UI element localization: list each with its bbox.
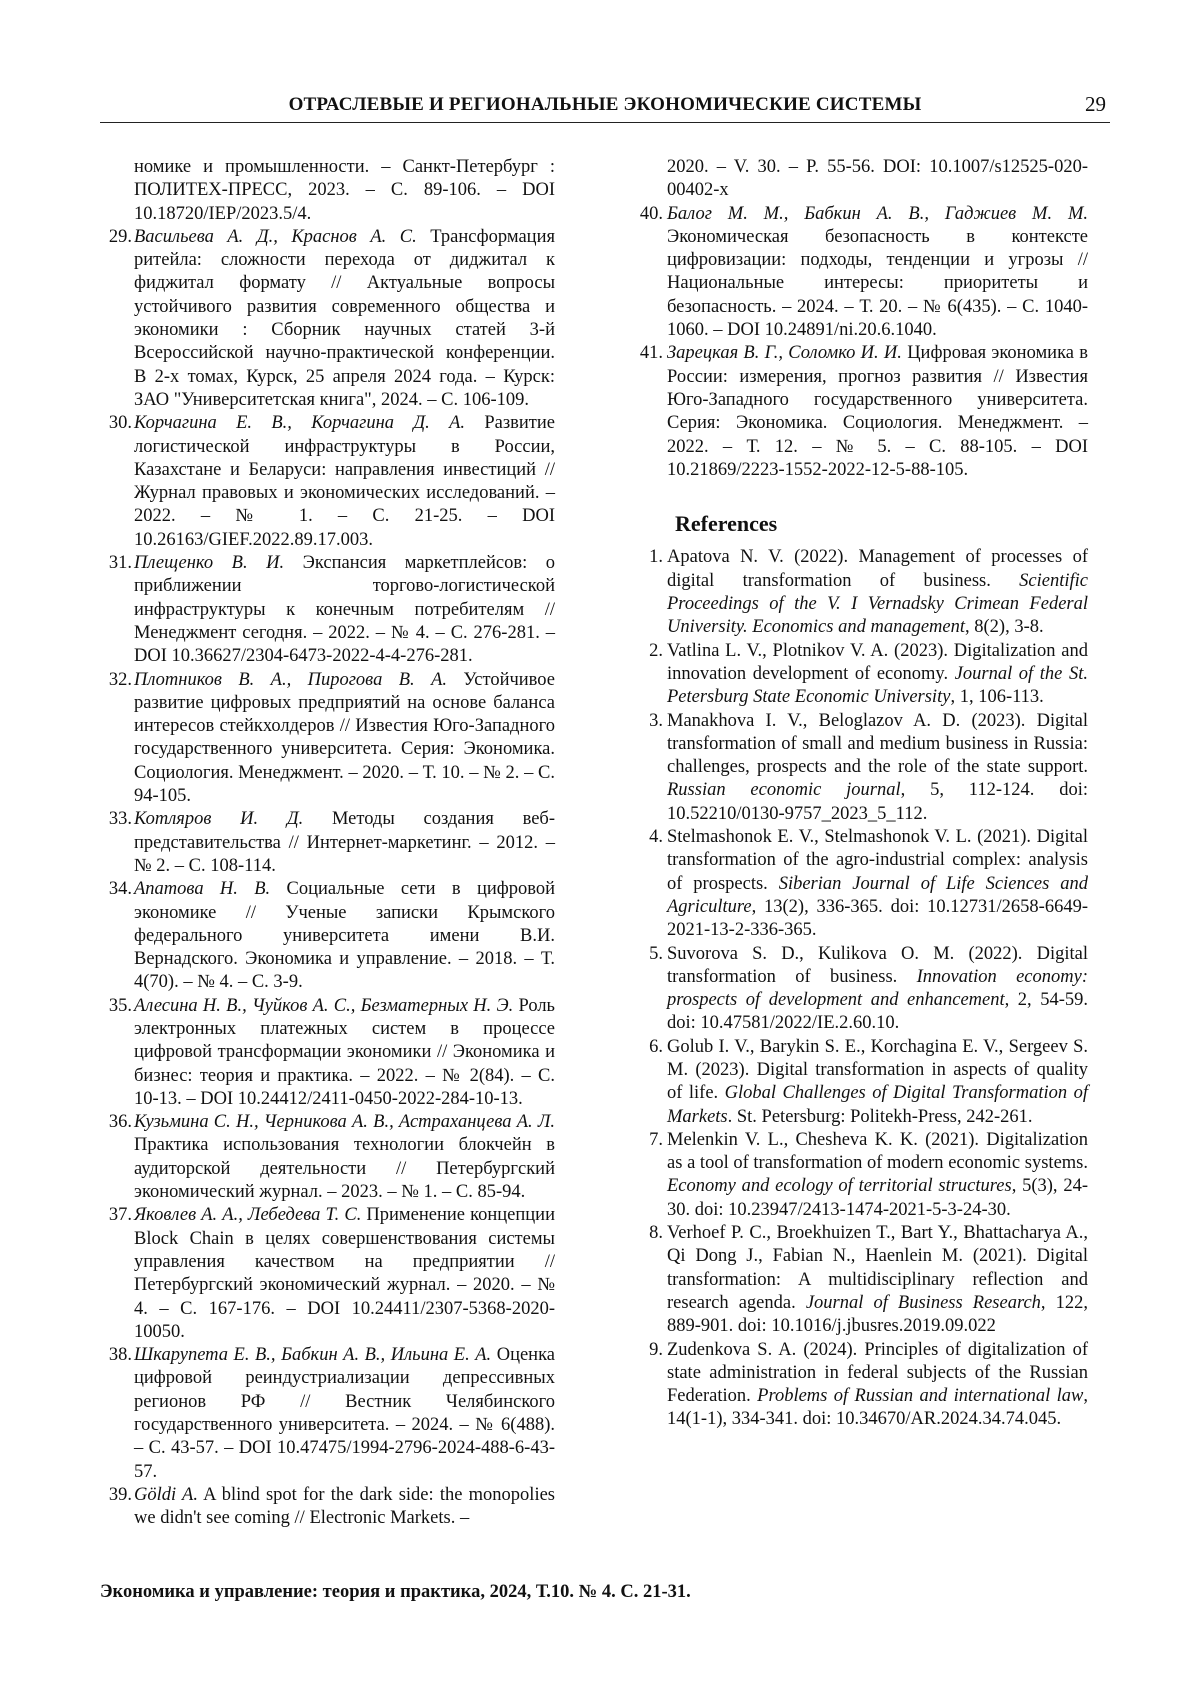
entry-number: 37. xyxy=(108,1205,132,1226)
entry-text: Социальные сети в цифровой экономике // Ученые записки Крымского федерального университета имени В.И. Вернадского. Экономика и управление. – 2018. – Т. 4(70). – № 4. – С. 3-9. xyxy=(134,879,555,993)
reference-entry xyxy=(633,710,1088,826)
entry-after: , 13(2), 336-365. doi: 10.12731/2658-6649-2021-13-2-336-365. xyxy=(667,896,1088,941)
entry-authors: Котляров И. Д. xyxy=(134,809,304,830)
entry-text: Цифровая экономика в России: измерения, прогноз развития // Известия Юго-Западного государственного университета. Серия: Экономика. Социология. Менеджмент. – 2022. – Т. 12. – № 5. – С. 88-105. – DOI 10.21869/2223-1552-2022-12-5-88-105. xyxy=(667,343,1088,480)
right-column xyxy=(633,156,1088,1432)
bibliography-entry xyxy=(633,203,1088,343)
entry-source: Journal of the St. Petersburg State Economic University xyxy=(667,663,1088,708)
entry-before: Golub I. V., Barykin S. E., Korchagina E. V., Sergeev S. M. (2023). Digital transformation in aspects of quality of life. xyxy=(667,1036,1088,1104)
reference-entry xyxy=(633,1036,1088,1129)
entry-after: , 8(2), 3-8. xyxy=(965,617,1044,638)
entry-source: Journal of Business Research xyxy=(805,1292,1041,1313)
entry-number: 34. xyxy=(108,879,132,900)
bibliography-entry xyxy=(100,226,555,412)
entry-before: Vatlina L. V., Plotnikov V. A. (2023). Digitalization and innovation development of economy. xyxy=(667,640,1088,684)
reference-entry xyxy=(633,640,1088,710)
entry-number: 36. xyxy=(108,1112,132,1133)
entry-authors: Яковлев А. А., Лебедева Т. С. xyxy=(134,1205,362,1226)
references-list xyxy=(633,546,1088,1431)
bibliography-entry xyxy=(100,1204,555,1344)
entry-text: Практика использования технологии блокчейн в аудиторской деятельности // Петербургский экономический журнал. – 2023. – № 1. – С. 85-94. xyxy=(134,1135,555,1203)
entry-number: 39. xyxy=(108,1484,132,1505)
entry-number: 31. xyxy=(108,553,132,574)
left-column xyxy=(100,156,555,1531)
left-entries xyxy=(100,226,555,1531)
entry-number: 33. xyxy=(108,809,132,830)
bibliography-entry xyxy=(100,878,555,994)
entry-authors: Плещенко В. И. xyxy=(134,553,285,574)
bibliography-entry xyxy=(100,808,555,878)
reference-entry xyxy=(633,1339,1088,1432)
entry-before: Apatova N. V. (2022). Management of processes of digital transformation of business. xyxy=(667,547,1088,591)
entry-text: Методы создания веб-представительства // Интернет-маркетинг. – 2012. – № 2. – С. 108-114. xyxy=(134,809,555,876)
entry-number: 4. xyxy=(649,827,663,848)
entry-number: 41. xyxy=(639,343,663,364)
bibliography-entry xyxy=(100,995,555,1111)
entry-after: , 14(1-1), 334-341. doi: 10.34670/AR.2024.34.74.045. xyxy=(667,1386,1088,1430)
entry-source: Scientific Proceedings of the V. I Vernadsky Crimean Federal University. Economics and management xyxy=(667,570,1088,638)
entry-source: Siberian Journal of Life Sciences and Agriculture xyxy=(667,873,1088,917)
running-header xyxy=(100,92,1110,123)
page-number: 29 xyxy=(1085,92,1106,116)
entry-authors: Апатова Н. В. xyxy=(134,879,271,900)
entry-before: Stelmashonok E. V., Stelmashonok V. L. (2021). Digital transformation of the agro-industrial complex: analysis of prospects. xyxy=(667,827,1088,894)
journal-section-title: ОТРАСЛЕВЫЕ И РЕГИОНАЛЬНЫЕ ЭКОНОМИЧЕСКИЕ СИСТЕМЫ xyxy=(288,94,922,115)
reference-entry xyxy=(633,1129,1088,1222)
bibliography-entry xyxy=(100,412,555,552)
entry-number: 29. xyxy=(108,226,132,247)
entry-number: 8. xyxy=(649,1223,663,1244)
entry-number: 35. xyxy=(108,995,132,1016)
entry-authors: Алесина Н. В., Чуйков А. С., Безматерных Н. Э. xyxy=(134,995,514,1016)
entry-authors: Кузьмина С. Н., Черникова А. В., Астраханцева А. Л. xyxy=(134,1112,555,1133)
entry-after: , 1, 106-113. xyxy=(950,687,1044,708)
right-entries xyxy=(633,203,1088,483)
entry-number: 32. xyxy=(108,669,132,690)
entry-number: 6. xyxy=(649,1036,663,1057)
entry-before: Suvorova S. D., Kulikova O. M. (2022). Digital transformation of business. xyxy=(667,943,1088,987)
entry-number: 1. xyxy=(649,547,663,568)
entry-before: Manakhova I. V., Beloglazov A. D. (2023). Digital transformation of small and medium business in Russia: challenges, prospects and the role of the state support. xyxy=(667,710,1088,778)
entry-text: Применение концепции Block Chain в целях совершенствования системы управления качеством на предприятии // Петербургский экономический журнал. – 2020. – № 4. – С. 167-176. – DOI 10.24411/2307-5368-2020-10050. xyxy=(134,1205,555,1342)
entry-before: Verhoef P. C., Broekhuizen T., Bart Y., Bhattacharya A., Qi Dong J., Fabian N., Haenlein M. (2021). Digital transformation: A multidisciplinary reflection and research agenda. xyxy=(667,1223,1088,1313)
entry-text: Роль электронных платежных систем в процессе цифровой трансформации экономики // Экономика и бизнес: теория и практика. – 2022. – № 2(84). – С. 10-13. – DOI 10.24412/2411-0450-2022-284-10-13. xyxy=(134,995,555,1109)
entry-number: 38. xyxy=(108,1345,132,1366)
entry-authors: Васильева А. Д., Краснов А. С. xyxy=(134,226,417,247)
entry-authors: Шкарупета Е. В., Бабкин А. В., Ильина Е. А. xyxy=(134,1345,492,1366)
entry-after: . St. Petersburg: Politekh-Press, 242-261. xyxy=(727,1106,1033,1127)
entry-text: Экономическая безопасность в контексте цифровизации: подходы, тенденции и угрозы // Национальные интересы: приоритеты и безопасность. – 2024. – Т. 20. – № 6(435). – С. 1040-1060. – DOI 10.24891/ni.20.6.1040. xyxy=(667,226,1088,341)
entry-number: 7. xyxy=(649,1129,663,1150)
journal-footer: Экономика и управление: теория и практика, 2024, Т.10. № 4. С. 21-31. xyxy=(100,1582,691,1602)
bibliography-entry xyxy=(100,669,555,809)
entry-source: Global Challenges of Digital Transformation of Markets xyxy=(667,1083,1088,1127)
entry-text: Трансформация ритейла: сложности перехода от диджитал к фиджитал формату // Актуальные вопросы устойчивого развития современного общества и экономики : Сборник научных статей 3-й Всероссийской научно-практической конференции. В 2-х томах, Курск, 25 апреля 2024 года. – Курск: ЗАО "Университетская книга", 2024. – С. 106-109. xyxy=(134,226,555,410)
entry-authors: Корчагина Е. В., Корчагина Д. А. xyxy=(134,413,466,434)
entry-source: Russian economic journal xyxy=(667,780,901,801)
entry-source: Problems of Russian and international law xyxy=(757,1386,1084,1407)
entry-authors: Зарецкая В. Г., Соломко И. И. xyxy=(667,343,902,364)
reference-entry xyxy=(633,943,1088,1036)
bibliography-entry xyxy=(100,552,555,668)
entry-after: , 5, 112-124. doi: 10.52210/0130-9757_2023_5_112. xyxy=(667,780,1088,824)
entry-text: Развитие логистической инфраструктуры в России, Казахстане и Беларуси: направления инвестиций // Журнал правовых и экономических исследований. – 2022. – № 1. – С. 21-25. – DOI 10.26163/GIEF.2022.89.17.003. xyxy=(134,413,555,550)
bibliography-entry xyxy=(100,1111,555,1204)
entry-number: 3. xyxy=(649,710,663,731)
entry-source: Economy and ecology of territorial structures xyxy=(667,1176,1012,1197)
entry-text: Экспансия маркетплейсов: о приближении торгово-логистической инфраструктуры к конечным потребителям // Менеджмент сегодня. – 2022. – № 4. – С. 276-281. – DOI 10.36627/2304-6473-2022-4-4-276-281. xyxy=(134,553,556,667)
entry-after: , 122, 889-901. doi: 10.1016/j.jbusres.2019.09.022 xyxy=(667,1292,1089,1337)
entry-text: A blind spot for the dark side: the monopolies we didn't see coming // Electronic Markets. – xyxy=(134,1484,555,1529)
reference-entry xyxy=(633,546,1088,639)
entry-number: 40. xyxy=(639,203,663,224)
entry-authors: Балог М. М., Бабкин А. В., Гаджиев М. М. xyxy=(667,203,1088,224)
reference-entry xyxy=(633,826,1088,942)
entry-authors: Göldi A. xyxy=(134,1484,198,1505)
bibliography-entry xyxy=(633,342,1088,482)
entry-before: Zudenkova S. A. (2024). Principles of digitalization of state administration in federal subjects of the Russian Federation. xyxy=(667,1339,1088,1407)
entry-number: 5. xyxy=(649,943,663,964)
entry-after: , 2, 54-59. doi: 10.47581/2022/IE.2.60.10. xyxy=(667,990,1088,1034)
bibliography-entry xyxy=(100,1484,555,1531)
entry-number: 2. xyxy=(649,640,663,661)
entry-text: Оценка цифровой реиндустриализации депрессивных регионов РФ // Вестник Челябинского государственного университета. – 2024. – № 6(488). – С. 43-57. – DOI 10.47475/1994-2796-2024-488-6-43-57. xyxy=(134,1345,555,1482)
entry-number: 9. xyxy=(649,1339,663,1360)
entry-text: Устойчивое развитие цифровых предприятий на основе баланса интересов стейкхолдеров // Известия Юго-Западного государственного университета. Серия: Экономика. Социология. Менеджмент. – 2020. – Т. 10. – № 2. – С. 94-105. xyxy=(134,669,555,807)
bibliography-entry xyxy=(100,1344,555,1484)
continued-entry: номике и промышленности. – Санкт-Петербург : ПОЛИТЕХ-ПРЕСС, 2023. – С. 89-106. – DOI 10.18720/IEP/2023.5/4. xyxy=(134,157,555,224)
entry-number: 30. xyxy=(108,413,132,434)
continued-entry: 2020. – V. 30. – P. 55-56. DOI: 10.1007/s12525-020-00402-x xyxy=(667,157,1088,201)
entry-before: Melenkin V. L., Chesheva K. K. (2021). Digitalization as a tool of transformation of modern economic systems. xyxy=(667,1129,1088,1174)
entry-authors: Плотников В. А., Пирогова В. А. xyxy=(134,669,447,690)
entry-after: , 5(3), 24-30. doi: 10.23947/2413-1474-2021-5-3-24-30. xyxy=(667,1176,1088,1220)
entry-source: Innovation economy: prospects of development and enhancement xyxy=(667,966,1088,1011)
references-heading: References xyxy=(675,511,778,537)
reference-entry xyxy=(633,1222,1088,1338)
